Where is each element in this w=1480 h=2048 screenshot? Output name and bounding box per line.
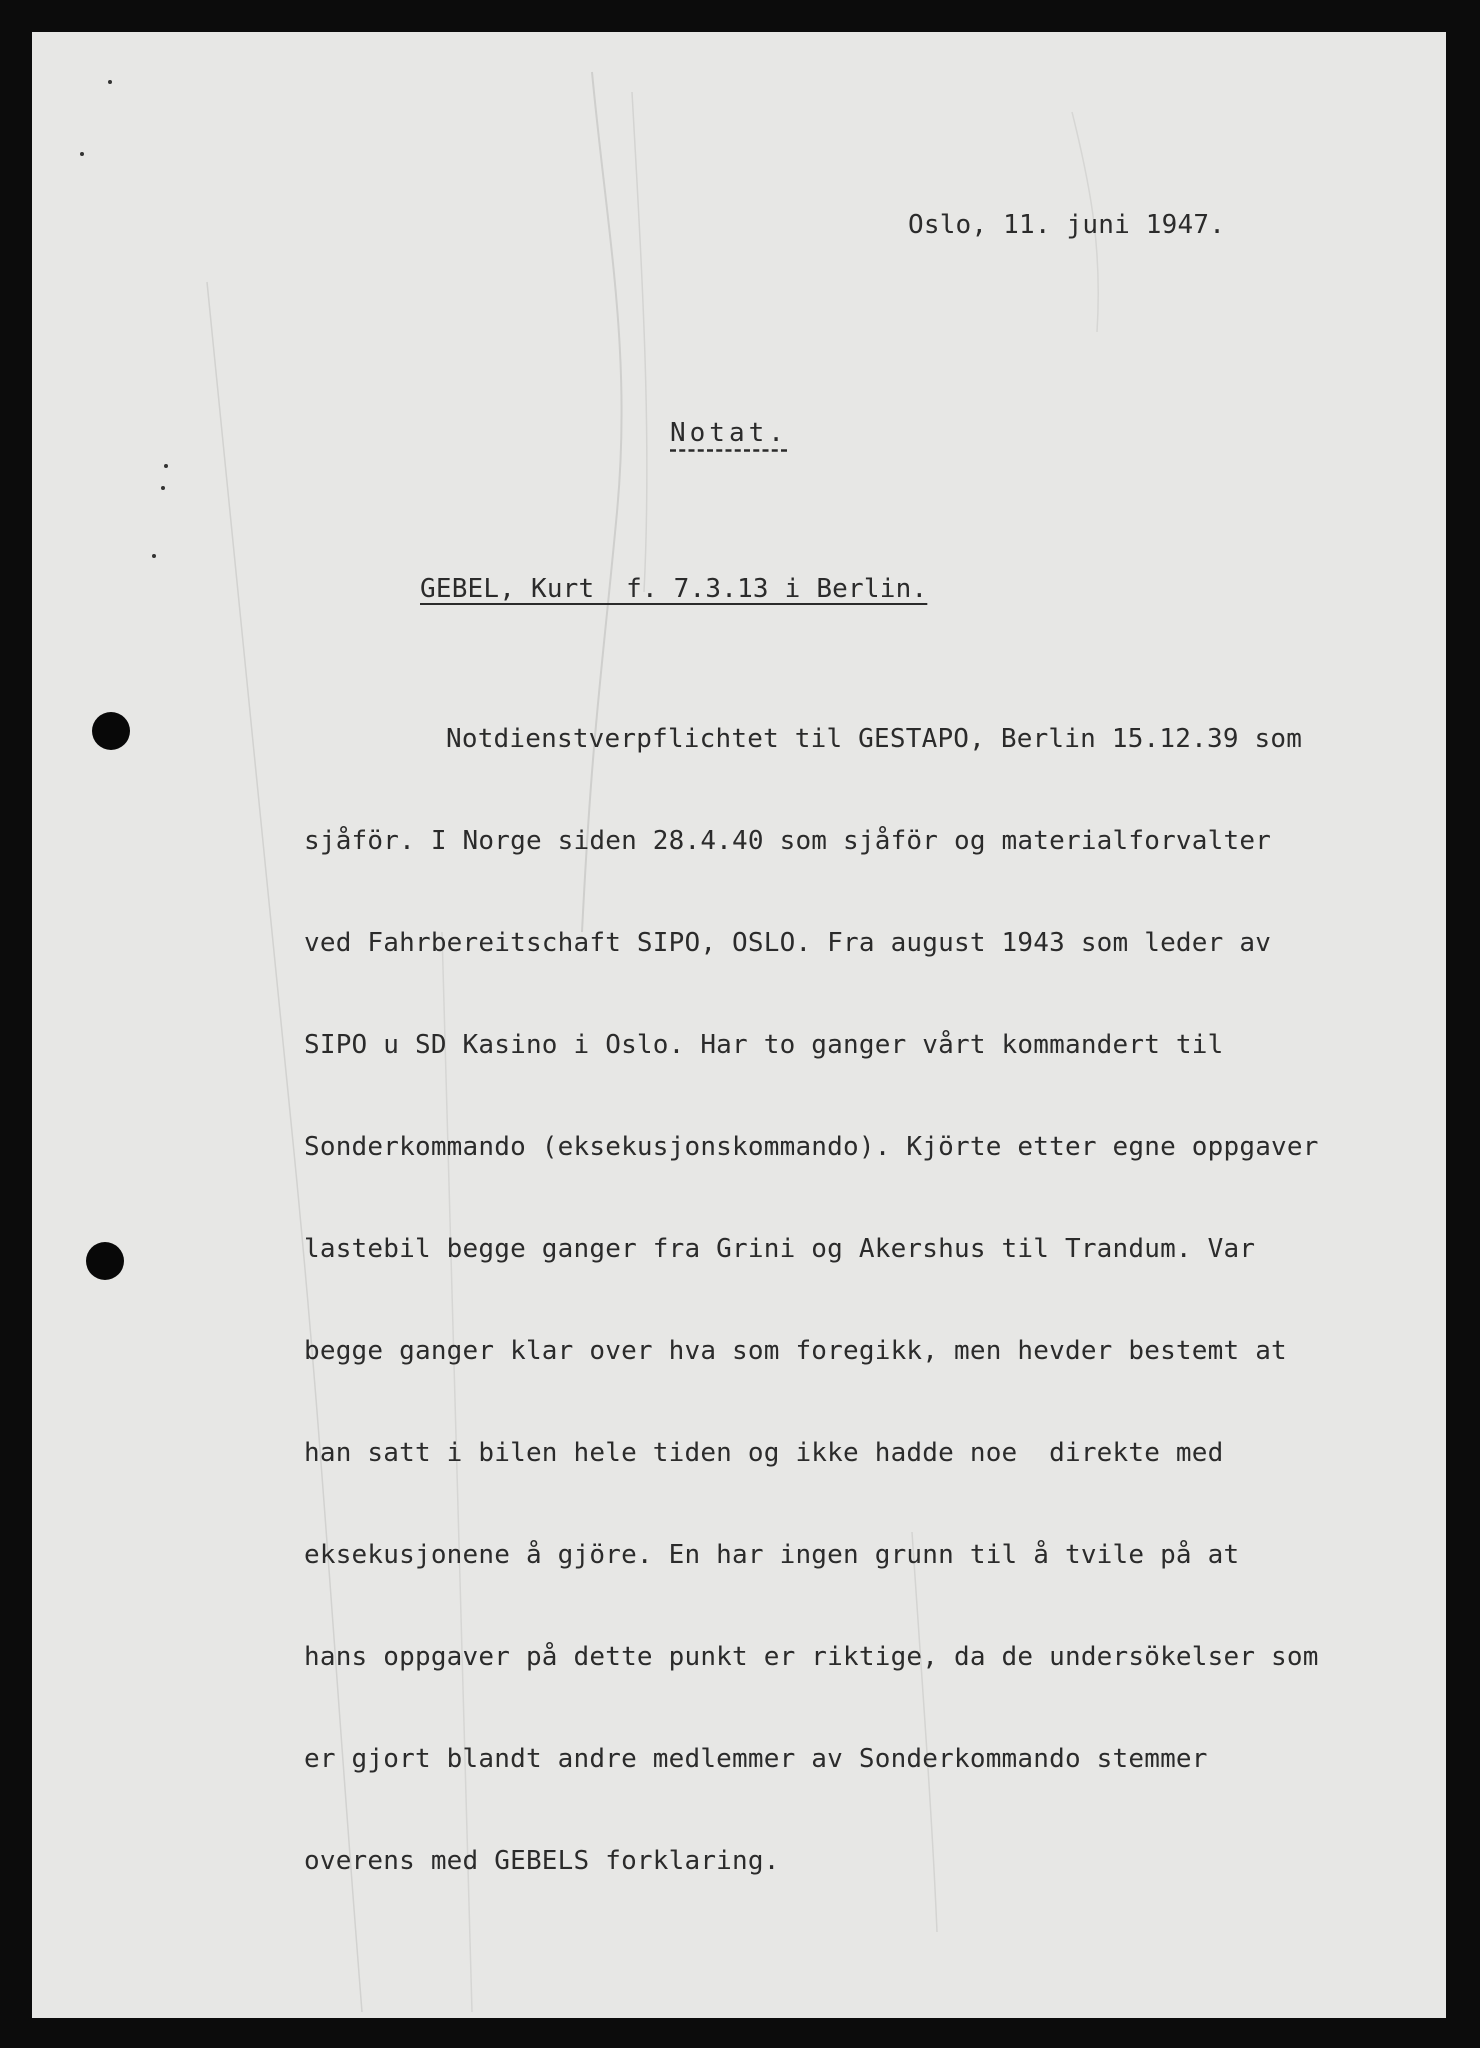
body-line: begge ganger klar over hva som foregikk, men hevder bestemt at xyxy=(304,1336,1287,1366)
body-line: Sonderkommando (eksekusjonskommando). Kjörte etter egne oppgaver xyxy=(304,1132,1319,1162)
body-line: eksekusjonene å gjöre. En har ingen grunn til å tvile på at xyxy=(304,1540,1240,1570)
document-title: Notat. xyxy=(670,418,788,448)
body-line: overens med GEBELS forklaring. xyxy=(304,1846,780,1876)
punch-hole-bottom xyxy=(86,1242,124,1280)
body-line: hans oppgaver på dette punkt er riktige, da de undersökelser som xyxy=(304,1642,1319,1672)
ink-speck xyxy=(80,152,84,156)
body-line: ved Fahrbereitschaft SIPO, OSLO. Fra august 1943 som leder av xyxy=(304,928,1272,958)
body-line: Notdienstverpflichtet til GESTAPO, Berlin 15.12.39 som xyxy=(446,724,1303,754)
ink-speck xyxy=(152,554,156,558)
punch-hole-top xyxy=(92,712,130,750)
body-line: lastebil begge ganger fra Grini og Akershus til Trandum. Var xyxy=(304,1234,1256,1264)
body-line: sjåför. I Norge siden 28.4.40 som sjåför og materialforvalter xyxy=(304,826,1272,856)
document-page xyxy=(32,32,1446,2018)
ink-speck xyxy=(161,486,165,490)
document-subject: GEBEL, Kurt f. 7.3.13 i Berlin. xyxy=(420,574,928,604)
document-date: Oslo, 11. juni 1947. xyxy=(908,210,1226,240)
ink-speck xyxy=(164,464,168,468)
body-line: er gjort blandt andre medlemmer av Sonderkommando stemmer xyxy=(304,1744,1208,1774)
body-line: han satt i bilen hele tiden og ikke hadde noe direkte med xyxy=(304,1438,1224,1468)
document-body xyxy=(304,658,1384,1942)
ink-speck xyxy=(108,80,112,84)
body-line: SIPO u SD Kasino i Oslo. Har to ganger vårt kommandert til xyxy=(304,1030,1224,1060)
